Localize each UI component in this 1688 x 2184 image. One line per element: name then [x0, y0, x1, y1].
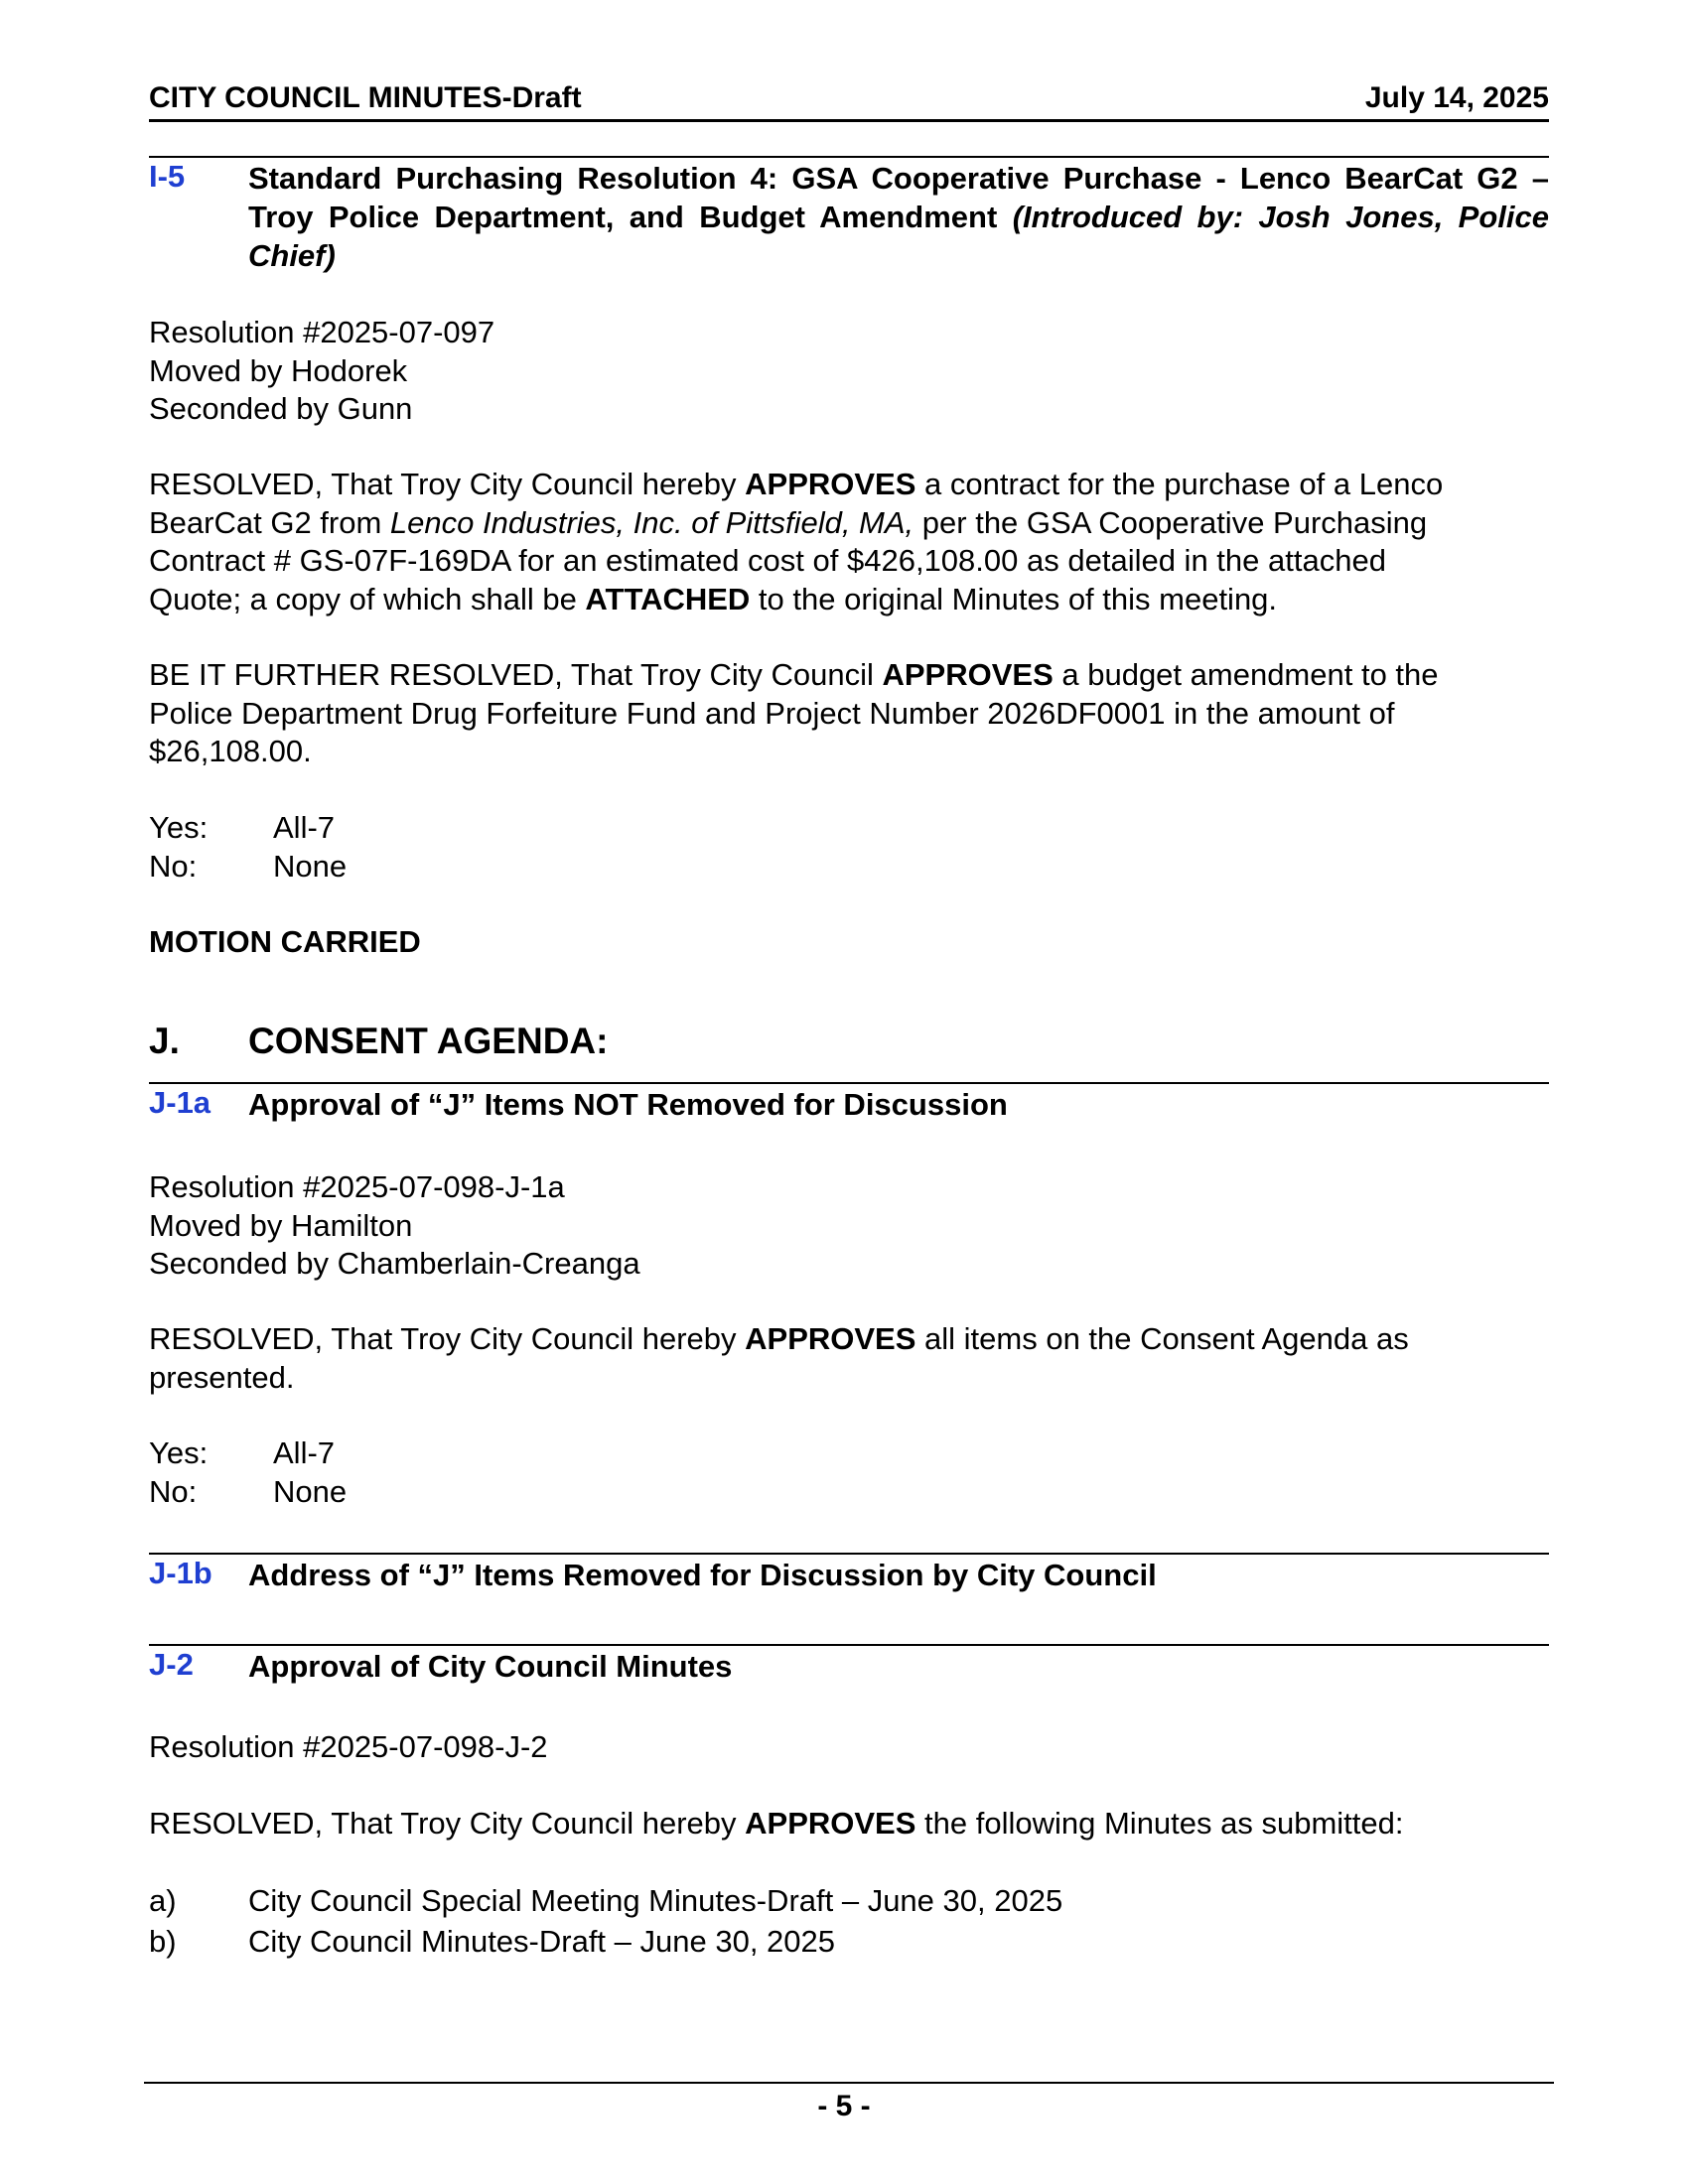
resolution-paragraph-1	[149, 466, 1549, 618]
text-run: per the GSA Cooperative Purchasing	[914, 504, 1428, 540]
resolution-paragraph-2	[149, 656, 1549, 771]
yes-value: All-7	[273, 810, 336, 845]
motion-carried: MOTION CARRIED	[149, 924, 421, 959]
list-item	[149, 1880, 1549, 1921]
text-run: BearCat G2 from	[149, 504, 390, 540]
list-item-label: b)	[149, 1924, 177, 1959]
resolution-number: Resolution #2025-07-098-J-1a	[149, 1169, 565, 1204]
page-number: - 5 -	[817, 2090, 871, 2122]
item-title-j1a: Approval of “J” Items NOT Removed for Discussion	[248, 1087, 1008, 1122]
item-id-j1b: J-1b	[149, 1556, 212, 1590]
yes-label: Yes:	[149, 1435, 209, 1470]
item-divider	[149, 1553, 1549, 1555]
text-run-bold: APPROVES	[745, 467, 916, 501]
section-letter: J.	[149, 1021, 180, 1061]
no-label: No:	[149, 1473, 198, 1509]
text-run: a budget amendment to the	[1053, 657, 1439, 692]
vote-tally-j1a	[149, 1434, 1549, 1511]
introduced-by: (Introduced by: Josh Jones, Police Chief)	[248, 200, 1549, 273]
list-item-text: City Council Special Meeting Minutes-Draft – June 30, 2025	[248, 1883, 1063, 1918]
moved-by: Moved by Hodorek	[149, 352, 408, 388]
text-run: RESOLVED, That Troy City Council hereby	[149, 1806, 746, 1841]
header-title: CITY COUNCIL MINUTES-Draft	[149, 81, 582, 114]
footer-divider	[144, 2082, 1554, 2084]
item-title-i5	[248, 159, 1549, 275]
item-id-j1a: J-1a	[149, 1085, 211, 1120]
page-header	[149, 81, 1549, 122]
text-run-bold: APPROVES	[882, 657, 1054, 692]
item-divider	[149, 1082, 1549, 1084]
text-run: all items on the Consent Agenda as	[915, 1321, 1409, 1356]
text-run: the following Minutes as submitted:	[915, 1806, 1404, 1841]
resolution-paragraph-j2	[149, 1805, 1549, 1843]
item-title-j1b: Address of “J” Items Removed for Discussion by City Council	[248, 1558, 1157, 1592]
item-divider	[149, 1644, 1549, 1646]
text-run-bold: ATTACHED	[585, 581, 751, 616]
resolution-number-j2: Resolution #2025-07-098-J-2	[149, 1729, 548, 1764]
section-title: CONSENT AGENDA:	[248, 1021, 609, 1061]
no-value: None	[273, 1473, 348, 1509]
section-heading-j	[149, 1021, 608, 1062]
text-run: RESOLVED, That Troy City Council hereby	[149, 467, 746, 501]
item-id-j2: J-2	[149, 1647, 194, 1682]
seconded-by: Seconded by Gunn	[149, 391, 413, 426]
resolution-info-i5	[149, 314, 1549, 429]
resolution-number: Resolution #2025-07-097	[149, 315, 495, 349]
resolution-info-j1a	[149, 1168, 1549, 1284]
text-line: $26,108.00.	[149, 734, 312, 768]
text-run: RESOLVED, That Troy City Council hereby	[149, 1321, 746, 1356]
list-item-text: City Council Minutes-Draft – June 30, 2025	[248, 1924, 836, 1959]
item-title-text: Standard Purchasing Resolution 4: GSA Cooperative Purchase - Lenco BearCat G2 – Troy Police Department, and Budget Amendment	[248, 161, 1549, 234]
minutes-list	[149, 1880, 1549, 1962]
text-run: Quote; a copy of which shall be	[149, 581, 586, 616]
text-run-italic: Lenco Industries, Inc. of Pittsfield, MA,	[389, 504, 914, 540]
seconded-by: Seconded by Chamberlain-Creanga	[149, 1246, 640, 1281]
vote-tally-i5	[149, 809, 1549, 886]
yes-label: Yes:	[149, 810, 209, 845]
item-title-j2: Approval of City Council Minutes	[248, 1649, 733, 1684]
text-run: to the original Minutes of this meeting.	[750, 581, 1278, 616]
yes-value: All-7	[273, 1435, 336, 1470]
item-id-i5: I-5	[149, 159, 186, 194]
text-run: BE IT FURTHER RESOLVED, That Troy City Council	[149, 657, 883, 692]
header-date: July 14, 2025	[1364, 81, 1549, 114]
text-line: Police Department Drug Forfeiture Fund and Project Number 2026DF0001 in the amount of	[149, 695, 1395, 731]
text-line: presented.	[149, 1359, 295, 1395]
resolution-paragraph-j1a	[149, 1320, 1549, 1397]
text-run-bold: APPROVES	[745, 1806, 916, 1841]
no-label: No:	[149, 848, 198, 884]
list-item	[149, 1921, 1549, 1962]
item-divider	[149, 156, 1549, 158]
text-run: a contract for the purchase of a Lenco	[915, 467, 1444, 501]
moved-by: Moved by Hamilton	[149, 1207, 413, 1243]
no-value: None	[273, 848, 348, 884]
text-line: Contract # GS-07F-169DA for an estimated cost of $426,108.00 as detailed in the attached	[149, 543, 1386, 578]
list-item-label: a)	[149, 1883, 177, 1918]
text-run-bold: APPROVES	[745, 1321, 916, 1356]
